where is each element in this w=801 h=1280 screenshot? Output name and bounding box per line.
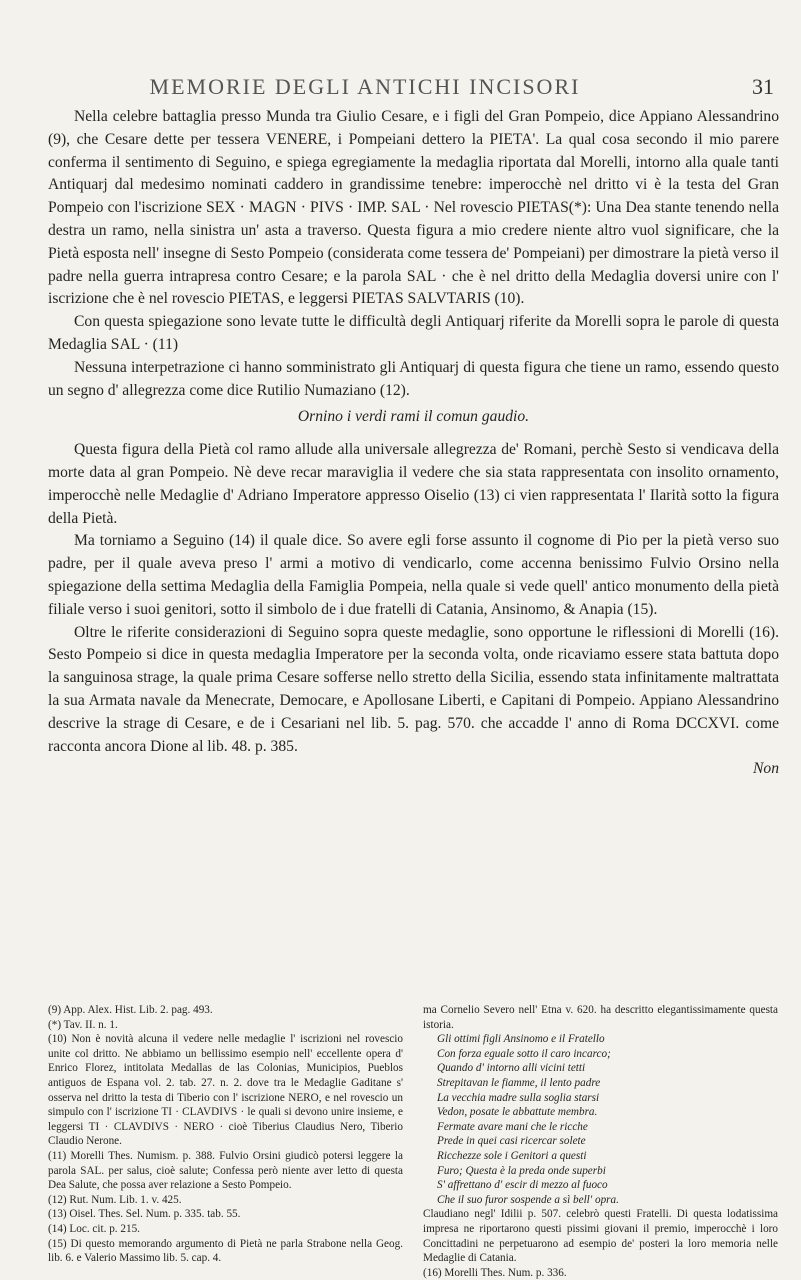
footnote: (10) Non è novità alcuna il vedere nelle medaglie l' iscrizioni nel rovescio unite col dritto. Ne abbiamo un bellissimo esempio nell' eccellente opera d' Enrico Florez, intitolata Medallas de las Colonias, Municipios, Pueblos antiguos de Espana vol. 2. tab. 27. n. 2. dove tra le Medaglie Gaditane s' osserva nel dritto la testa di Tiberio con l' iscrizione NERO, e nel rovescio un simpulo con l' iscrizione TI · CLAVDIVS · le quali si devono unire insieme, e leggersi TI · CLAVDIVS · NERO · cioè Tiberius Claudius Nero, Tiberio Claudio Nerone. bbox=[48, 1033, 403, 1148]
paragraph: Nella celebre battaglia presso Munda tra Giulio Cesare, e i figli del Gran Pompeio, dice Appiano Alessandrino (9), che Cesare dette per tessera VENERE, i Pompeiani dettero la PIETA'. La qual cosa secondo il mio parere conferma il sentimento di Seguino, e spiega egregiamente la medaglia riportata dal Morelli, intorno alla quale tanti Antiquarj dal medesimo nominati caddero in grandissime tenebre: imperocchè nel dritto vi è la testa del Gran Pompeio con l'iscrizione SEX · MAGN · PIVS · IMP. SAL · Nel rovescio PIETAS(*): Una Dea stante tenendo nella destra un ramo, nella sinistra un' asta a traverso. Questa figura a mio credere niente altro vuol significare, che la Pietà esposta nell' insegne di Sesto Pompeio (considerata come tessera de' Pompeiani) per dimostrare la pietà verso il padre nella guerra intrapresa contro Cesare; e la parola SAL · che è nel dritto della Medaglia doversi unire con l' iscrizione che è nel rovescio PIETAS, e leggersi PIETAS SALVTARIS (10). bbox=[48, 108, 779, 308]
verse-quote: Ornino i verdi rami il comun gaudio. bbox=[297, 408, 530, 426]
paragraph: Questa figura della Pietà col ramo allude alla universale allegrezza de' Romani, perchè Sesto si vendicava della morte data al gran Pompeio. Nè deve recar maraviglia il vedere che sia stata rappresentata con insolito ornamento, imperocchè nelle Medaglie d' Adriano Imperatore appresso Oiselio (13) ci vien rappresentata l' Ilarità sotto la figura della Pietà. bbox=[48, 441, 779, 527]
paragraph: Nessuna interpetrazione ci hanno somministrato gli Antiquarj di questa figura che tiene un ramo, essendo questo un segno d' allegrezza come dice Rutilio Numaziano (12). bbox=[48, 358, 779, 399]
poem-line: Con forza eguale sotto il caro incarco; bbox=[437, 1047, 611, 1060]
footnote: (9) App. Alex. Hist. Lib. 2. pag. 493. bbox=[48, 1004, 213, 1016]
poem-line: Prede in quei casi ricercar solete bbox=[437, 1135, 586, 1148]
poem-line: Strepitavan le fiamme, il lento padre bbox=[437, 1076, 601, 1089]
footnote-poem bbox=[423, 1032, 778, 1207]
paragraph: Con questa spiegazione sono levate tutte le difficultà degli Antiquarj riferite da Morelli sopra le parole di questa Medaglia SAL · (11) bbox=[48, 313, 779, 353]
running-title: MEMORIE DEGLI ANTICHI INCISORI bbox=[149, 74, 581, 99]
footnote: (15) Di questo memorando argumento di Pietà ne parla Strabone nella Geog. lib. 6. e Valerio Massimo lib. 5. cap. 4. bbox=[48, 1237, 403, 1265]
footnotes-right-column bbox=[423, 1003, 778, 1280]
page-number: 31 bbox=[752, 74, 774, 99]
footnote: (16) Morelli Thes. Num. p. 336. bbox=[423, 1266, 567, 1279]
poem-line: Vedon, posate le abbattute membra. bbox=[437, 1106, 598, 1119]
poem-line: Gli ottimi figli Ansinomo e il Fratello bbox=[437, 1033, 605, 1046]
poem-line: Quando d' intorno alli vicini tetti bbox=[437, 1062, 586, 1075]
footnote: (11) Morelli Thes. Numism. p. 388. Fulvio Orsini giudicò potersi leggere la parola SAL. per salus, cioè salute; Confessa però niente aver letto di questa Dea Salute, che possa aver relazione a Sesto Pompeio. bbox=[48, 1149, 403, 1192]
main-text bbox=[48, 106, 779, 781]
footnote: (12) Rut. Num. Lib. 1. v. 425. bbox=[48, 1193, 182, 1206]
footnote: (14) Loc. cit. p. 215. bbox=[48, 1222, 140, 1235]
footnote: (*) Tav. II. n. 1. bbox=[48, 1018, 118, 1031]
poem-line: Che il suo furor sospende a sì bell' opra. bbox=[437, 1193, 619, 1206]
footnote: ma Cornelio Severo nell' Etna v. 620. ha descritto elegantissimamente questa istoria. bbox=[423, 1004, 778, 1031]
paragraph: Ma torniamo a Seguino (14) il quale dice. So avere egli forse assunto il cognome di Pio per la pietà verso suo padre, per il quale aveva preso l' armi a motivo di vendicarlo, come accenna benissimo Fulvio Orsino nella spiegazione della settima Medaglia della Famiglia Pompeia, nella quale si vede quell' antico monumento della pietà filiale verso i suoi genitori, sotto il simbolo de i due fratelli di Catania, Ansinomo, & Anapia (15). bbox=[48, 532, 779, 618]
poem-line: Furo; Questa è la preda onde superbi bbox=[437, 1164, 606, 1177]
footnotes bbox=[48, 1003, 779, 1280]
footnote: (13) Oisel. Thes. Sel. Num. p. 335. tab. 55. bbox=[48, 1208, 241, 1221]
poem-line: Fermate avare mani che le ricche bbox=[437, 1120, 588, 1133]
footnotes-left-column bbox=[48, 1003, 403, 1280]
catchword: Non bbox=[753, 760, 779, 778]
paragraph: Oltre le riferite considerazioni di Seguino sopra queste medaglie, sono opportune le riflessioni di Morelli (16). Sesto Pompeio si dice in questa medaglia Imperatore per la seconda volta, onde ricaviamo essere stata battuta dopo la sanguinosa strage, la quale prima Cesare sofferse nello stretto della Sicilia, essendo stata infinitamente maltrattata la sua Armata navale da Menecrate, Democare, e Apollosane Liberti, e Capitani di Pompeio. Appiano Alessandrino descrive la strage di Cesare, e de i Cesariani nel lib. 5. pag. 570. che accadde l' anno di Roma DCCXVI. come racconta ancora Dione al lib. 48. p. 385. bbox=[48, 623, 779, 755]
poem-line: S' affrettano d' escir di mezzo al fuoco bbox=[437, 1179, 608, 1192]
footnote: Claudiano negl' Idilii p. 507. celebrò questi Fratelli. Di questa lodatissima impresa ne riportarono questi pissimi giovani il premio, imperocchè i loro Concittadini ne perpetuarono ad esempio de' posteri la loro memoria nelle Medaglie di Catania. bbox=[423, 1208, 778, 1265]
poem-line: Ricchezze sole i Genitori a questi bbox=[437, 1149, 587, 1162]
poem-line: La vecchia madre sulla soglia starsi bbox=[437, 1091, 600, 1104]
